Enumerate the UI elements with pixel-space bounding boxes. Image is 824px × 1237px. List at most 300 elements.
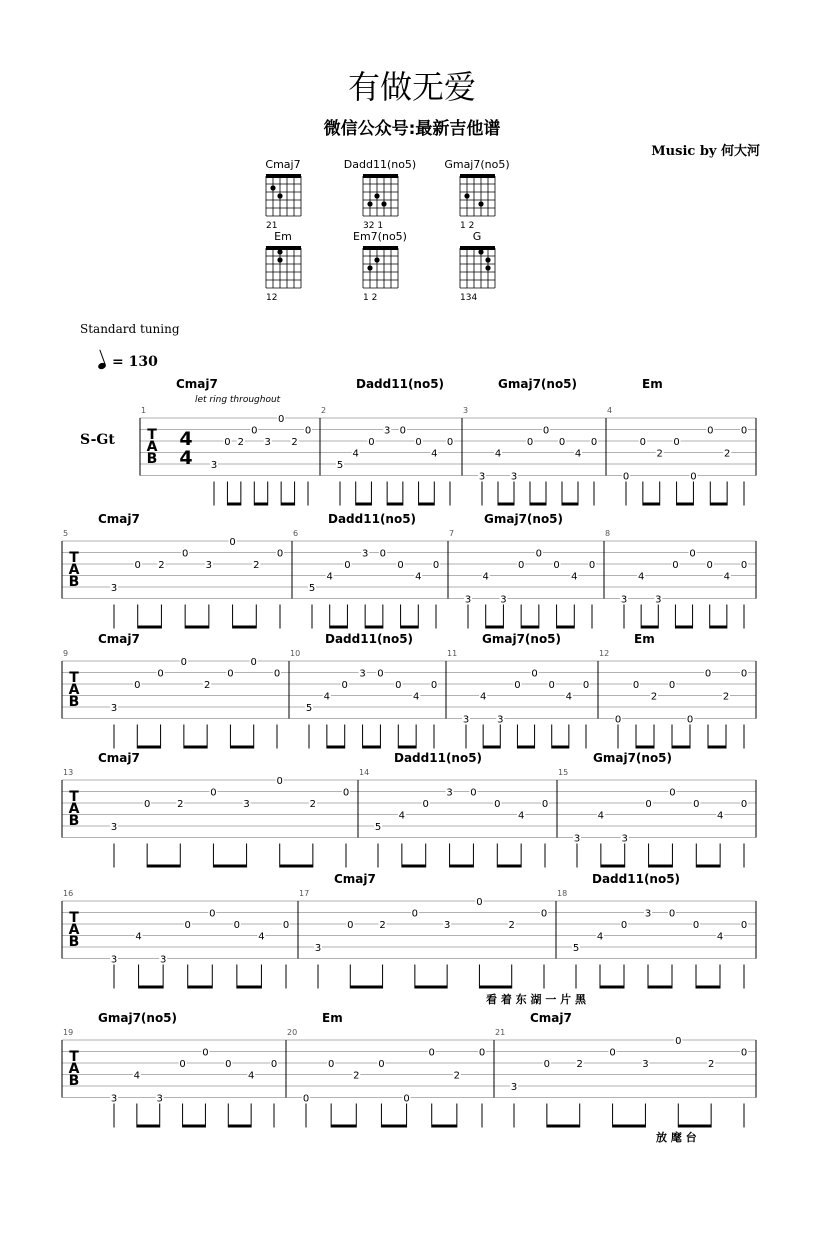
beam xyxy=(498,503,514,506)
fret-number: 0 xyxy=(180,657,188,668)
fret-number: 0 xyxy=(378,1059,385,1070)
beam xyxy=(350,986,382,989)
fret-number: 3 xyxy=(361,548,369,560)
fret-number: 0 xyxy=(668,908,676,920)
beam xyxy=(381,1125,406,1128)
chord-fingering: 1 2 xyxy=(460,221,475,231)
fret-number: 0 xyxy=(157,668,164,680)
chord-name: Gmaj7(no5) xyxy=(593,751,673,765)
tab-clef-letter: B xyxy=(68,1073,80,1089)
fret-number: 2 xyxy=(723,448,731,460)
fret-number: 3 xyxy=(478,471,486,483)
fret-number: 0 xyxy=(415,437,422,448)
fret-number: 0 xyxy=(224,437,231,448)
beam xyxy=(398,746,416,749)
fret-number: 2 xyxy=(203,680,211,691)
fret-number: 3 xyxy=(359,668,366,680)
fret-number: 3 xyxy=(620,594,628,606)
fret-number: 0 xyxy=(184,920,191,931)
fret-number: 5 xyxy=(374,822,382,833)
beam xyxy=(643,503,660,506)
fret-number: 0 xyxy=(707,425,714,437)
fret-number: 2 xyxy=(353,1070,360,1082)
tab-clef-letter: B xyxy=(68,694,80,710)
beam xyxy=(227,503,240,506)
measure-number: 21 xyxy=(495,1028,506,1037)
tab-clef-letter: T xyxy=(69,789,79,805)
fret-number: 3 xyxy=(110,822,118,833)
fret-number: 3 xyxy=(264,437,271,448)
tab-system xyxy=(62,632,756,749)
fret-number: 4 xyxy=(326,571,333,583)
fret-number: 0 xyxy=(553,560,560,571)
fret-number: 0 xyxy=(209,908,216,920)
fret-number: 3 xyxy=(446,787,453,799)
fret-number: 4 xyxy=(398,810,406,822)
fret-number: 4 xyxy=(517,810,525,822)
fret-number: 2 xyxy=(309,799,317,810)
fret-number: 0 xyxy=(181,548,189,560)
performance-instruction: let ring throughout xyxy=(195,395,281,405)
fret-number: 0 xyxy=(740,1047,748,1059)
fret-number: 0 xyxy=(706,560,713,571)
beam xyxy=(137,1125,160,1128)
fret-number: 0 xyxy=(517,560,525,571)
beam xyxy=(601,865,625,868)
chord-name: Dadd11(no5) xyxy=(325,632,414,646)
fret-number: 0 xyxy=(327,1059,335,1070)
beam xyxy=(281,503,294,506)
fret-number: 0 xyxy=(541,799,549,810)
beam xyxy=(147,865,180,868)
fret-number: 2 xyxy=(237,437,245,448)
beam xyxy=(562,503,578,506)
fret-number: 3 xyxy=(110,954,118,966)
fret-number: 0 xyxy=(403,1093,410,1105)
fret-number: 0 xyxy=(446,437,454,448)
tab-clef-letter: A xyxy=(68,562,80,578)
fret-number: 0 xyxy=(622,471,630,483)
fret-number: 0 xyxy=(341,680,348,691)
chord-name: Cmaj7 xyxy=(530,1011,572,1025)
chord-name: Em xyxy=(322,1011,343,1025)
measure-number: 6 xyxy=(293,529,299,538)
chord-fingering: 134 xyxy=(460,293,478,303)
fret-number: 0 xyxy=(543,1059,551,1070)
beam xyxy=(188,986,213,989)
time-signature-top: 4 xyxy=(179,428,193,450)
fret-number: 0 xyxy=(542,425,550,437)
fret-number: 0 xyxy=(476,897,483,908)
beam xyxy=(600,986,624,989)
fret-number: 0 xyxy=(673,437,680,448)
fret-number: 3 xyxy=(383,425,391,437)
fret-number: 0 xyxy=(233,920,241,931)
fret-number: 4 xyxy=(412,691,420,703)
fret-number: 0 xyxy=(273,668,281,680)
tab-clef-letter: A xyxy=(68,801,80,817)
tuning-label: Standard tuning xyxy=(80,322,180,336)
beam xyxy=(675,626,692,629)
fret-number: 0 xyxy=(740,799,748,810)
chord-diagram-name: Dadd11(no5) xyxy=(343,158,417,171)
fret-number: 4 xyxy=(716,810,724,822)
measure-number: 11 xyxy=(447,649,458,658)
chord-name: Gmaj7(no5) xyxy=(482,632,562,646)
fret-number: 0 xyxy=(588,560,596,571)
measure-number: 5 xyxy=(63,529,69,538)
fret-number: 0 xyxy=(590,437,598,448)
beam xyxy=(254,503,267,506)
fret-number: 3 xyxy=(510,471,518,483)
fret-number: 3 xyxy=(443,920,451,931)
measure-number: 9 xyxy=(63,649,69,658)
tab-clef-letter: B xyxy=(68,813,80,829)
measure-number: 15 xyxy=(558,768,569,777)
fret-number: 0 xyxy=(693,799,700,810)
fret-number: 0 xyxy=(535,548,543,560)
fret-number: 0 xyxy=(270,1059,278,1070)
fret-number: 3 xyxy=(510,1082,518,1093)
fret-number: 2 xyxy=(656,448,663,460)
fret-number: 0 xyxy=(645,799,652,810)
beam xyxy=(365,626,383,629)
tab-clef-letter: B xyxy=(146,451,158,467)
fret-number: 3 xyxy=(205,560,213,571)
fret-number: 2 xyxy=(291,437,298,448)
fret-number: 3 xyxy=(210,460,218,471)
beam xyxy=(696,865,720,868)
fret-number: 2 xyxy=(508,920,515,931)
beam xyxy=(137,746,160,749)
fret-number: 0 xyxy=(514,680,521,691)
measure-number: 4 xyxy=(607,406,613,415)
fret-number: 2 xyxy=(722,691,730,703)
beam xyxy=(557,626,575,629)
subtitle: 微信公众号:最新吉他谱 xyxy=(323,119,501,139)
chord-name: Dadd11(no5) xyxy=(356,377,445,391)
fret-number: 0 xyxy=(548,680,555,691)
beam xyxy=(402,865,426,868)
chord-diagram-name: G xyxy=(472,230,482,243)
fret-number: 0 xyxy=(225,1059,232,1070)
tab-clef-letter: T xyxy=(69,910,79,926)
fret-number: 0 xyxy=(432,560,440,571)
chord-name: Cmaj7 xyxy=(98,512,140,526)
beam xyxy=(228,1125,251,1128)
beam xyxy=(387,503,403,506)
fret-number: 0 xyxy=(344,560,351,571)
beam xyxy=(530,503,546,506)
fret-number: 0 xyxy=(399,425,407,437)
fret-number: 0 xyxy=(250,657,257,668)
fret-number: 4 xyxy=(258,931,265,943)
fret-number: 3 xyxy=(621,833,628,845)
beam xyxy=(183,1125,206,1128)
tab-clef-letter: T xyxy=(69,1049,79,1065)
beam xyxy=(547,1125,580,1128)
beam xyxy=(356,503,372,506)
beam xyxy=(363,746,381,749)
fret-number: 3 xyxy=(156,1093,163,1105)
beam xyxy=(517,746,534,749)
fret-number: 3 xyxy=(644,908,652,920)
fret-number: 0 xyxy=(277,414,285,425)
chord-name: Dadd11(no5) xyxy=(394,751,483,765)
fret-number: 4 xyxy=(135,931,142,943)
fret-number: 0 xyxy=(227,668,234,680)
tab-clef-letter: A xyxy=(68,1061,80,1077)
fret-number: 0 xyxy=(430,680,438,691)
fret-number: 3 xyxy=(655,594,662,606)
chord-name: Em xyxy=(634,632,655,646)
tab-clef-letter: T xyxy=(147,427,157,443)
fret-number: 0 xyxy=(302,1093,310,1105)
fret-number: 0 xyxy=(669,787,676,799)
beam xyxy=(613,1125,646,1128)
fret-number: 3 xyxy=(110,703,118,714)
beam xyxy=(432,1125,457,1128)
fret-number: 4 xyxy=(494,448,502,460)
fret-number: 4 xyxy=(415,571,422,583)
beam xyxy=(237,986,262,989)
chord-name: Gmaj7(no5) xyxy=(498,377,578,391)
tab-system xyxy=(140,377,756,506)
composer-credit: Music by 何大河 xyxy=(651,144,760,159)
chord-fingering: 32 1 xyxy=(363,221,384,231)
measure-number: 7 xyxy=(449,529,455,538)
measure-number: 2 xyxy=(321,406,327,415)
beam xyxy=(677,503,694,506)
chord-diagram-name: Em7(no5) xyxy=(353,230,407,243)
fret-number: 2 xyxy=(650,691,658,703)
fret-number: 0 xyxy=(526,437,534,448)
chord-name: Em xyxy=(642,377,663,391)
fret-number: 0 xyxy=(620,920,628,931)
beam xyxy=(521,626,539,629)
tab-system xyxy=(62,1011,756,1128)
fret-number: 0 xyxy=(134,560,141,571)
fret-number: 0 xyxy=(478,1047,486,1059)
chord-name: Cmaj7 xyxy=(98,632,140,646)
beam xyxy=(710,503,727,506)
measure-number: 14 xyxy=(359,768,370,777)
fret-number: 0 xyxy=(210,787,217,799)
tab-clef-letter: T xyxy=(69,670,79,686)
measure-number: 18 xyxy=(557,889,568,898)
beam xyxy=(185,626,209,629)
track-label: S-Gt xyxy=(80,432,115,448)
chord-diagram-name: Em xyxy=(274,230,292,243)
fret-number: 4 xyxy=(323,691,331,703)
fret-number: 0 xyxy=(377,668,384,680)
fret-number: 0 xyxy=(582,680,590,691)
fret-number: 0 xyxy=(276,548,284,560)
fret-number: 0 xyxy=(675,1036,682,1047)
tab-clef-letter: T xyxy=(69,550,79,566)
fret-number: 0 xyxy=(690,471,697,483)
fret-number: 0 xyxy=(304,425,312,437)
beam xyxy=(483,746,500,749)
fret-number: 0 xyxy=(540,908,548,920)
fret-number: 4 xyxy=(431,448,438,460)
fret-number: 4 xyxy=(574,448,582,460)
lyric-line: 放 麾 台 xyxy=(656,1131,697,1144)
chord-name: Cmaj7 xyxy=(334,872,376,886)
fret-number: 3 xyxy=(243,799,250,810)
fret-number: 0 xyxy=(672,560,679,571)
chord-name: Dadd11(no5) xyxy=(592,872,681,886)
fret-number: 4 xyxy=(133,1070,141,1082)
fret-number: 3 xyxy=(642,1059,649,1070)
fret-number: 4 xyxy=(597,810,605,822)
fret-number: 0 xyxy=(395,680,402,691)
time-signature-bottom: 4 xyxy=(179,447,193,469)
measure-number: 8 xyxy=(605,529,611,538)
fret-number: 0 xyxy=(704,668,712,680)
beam xyxy=(331,1125,356,1128)
measure-number: 19 xyxy=(63,1028,74,1037)
fret-number: 2 xyxy=(379,920,386,931)
beam xyxy=(280,865,313,868)
fret-number: 0 xyxy=(134,680,141,691)
beam xyxy=(213,865,246,868)
chord-diagram-name: Cmaj7 xyxy=(265,158,301,171)
chord-name: Gmaj7(no5) xyxy=(98,1011,178,1025)
fret-number: 4 xyxy=(716,931,724,943)
beam xyxy=(230,746,253,749)
fret-number: 2 xyxy=(177,799,184,810)
beam xyxy=(708,746,726,749)
measure-number: 20 xyxy=(287,1028,298,1037)
tab-system xyxy=(62,872,756,989)
chord-name: Dadd11(no5) xyxy=(328,512,417,526)
fret-number: 0 xyxy=(251,425,258,437)
beam xyxy=(552,746,569,749)
beam xyxy=(138,626,162,629)
fret-number: 0 xyxy=(609,1047,616,1059)
beam xyxy=(330,626,348,629)
beam xyxy=(233,626,257,629)
fret-number: 0 xyxy=(614,714,622,726)
fret-number: 0 xyxy=(740,668,748,680)
fret-number: 3 xyxy=(110,583,118,594)
tab-clef-letter: A xyxy=(68,922,80,938)
fret-number: 0 xyxy=(282,920,290,931)
beam xyxy=(327,746,345,749)
fret-number: 3 xyxy=(462,714,470,726)
fret-number: 0 xyxy=(740,560,748,571)
lyric-line: 看 着 东 湖 一 片 黑 xyxy=(486,993,586,1006)
fret-number: 0 xyxy=(740,920,748,931)
measure-number: 1 xyxy=(141,406,147,415)
fret-number: 3 xyxy=(573,833,581,845)
fret-number: 0 xyxy=(229,537,236,548)
fret-number: 0 xyxy=(668,680,676,691)
beam xyxy=(419,503,435,506)
fret-number: 3 xyxy=(464,594,472,606)
chord-fingering: 1 2 xyxy=(363,293,378,303)
measure-number: 10 xyxy=(290,649,301,658)
tab-clef-letter: B xyxy=(68,934,80,950)
fret-number: 5 xyxy=(308,583,316,594)
beam xyxy=(450,865,474,868)
fret-number: 2 xyxy=(453,1070,461,1082)
chord-fingering: 12 xyxy=(266,293,278,303)
fret-number: 3 xyxy=(110,1093,118,1105)
fret-number: 5 xyxy=(336,460,344,471)
beam xyxy=(636,746,654,749)
tab-clef-letter: B xyxy=(68,574,80,590)
beam xyxy=(672,746,690,749)
fret-number: 0 xyxy=(202,1047,209,1059)
fret-number: 0 xyxy=(692,920,700,931)
fret-number: 3 xyxy=(314,943,322,954)
fret-number: 0 xyxy=(342,787,350,799)
beam xyxy=(139,986,164,989)
fret-number: 0 xyxy=(686,714,694,726)
chord-name: Cmaj7 xyxy=(176,377,218,391)
beam xyxy=(497,865,521,868)
fret-number: 2 xyxy=(576,1059,583,1070)
fret-number: 0 xyxy=(422,799,429,810)
chord-fingering: 21 xyxy=(266,221,278,231)
beam xyxy=(479,986,511,989)
measure-number: 13 xyxy=(63,768,74,777)
tab-clef-letter: A xyxy=(68,682,80,698)
fret-number: 0 xyxy=(179,1059,186,1070)
beam xyxy=(696,986,720,989)
fret-number: 0 xyxy=(276,776,283,787)
fret-number: 0 xyxy=(143,799,151,810)
fret-number: 0 xyxy=(368,437,375,448)
fret-number: 4 xyxy=(571,571,578,583)
fret-number: 5 xyxy=(572,943,580,954)
fret-number: 4 xyxy=(482,571,489,583)
fret-number: 3 xyxy=(500,594,507,606)
fret-number: 4 xyxy=(723,571,731,583)
fret-number: 3 xyxy=(497,714,504,726)
fret-number: 2 xyxy=(158,560,165,571)
fret-number: 4 xyxy=(596,931,604,943)
fret-number: 4 xyxy=(565,691,573,703)
measure-number: 17 xyxy=(299,889,310,898)
beam xyxy=(184,746,207,749)
beam xyxy=(678,1125,711,1128)
chord-name: Cmaj7 xyxy=(98,751,140,765)
fret-number: 0 xyxy=(470,787,477,799)
tab-system xyxy=(62,512,756,629)
fret-number: 4 xyxy=(247,1070,255,1082)
song-title: 有做无爱 xyxy=(347,68,476,106)
measure-number: 12 xyxy=(599,649,610,658)
tab-system xyxy=(62,751,756,868)
measure-number: 16 xyxy=(63,889,74,898)
chord-diagram-name: Gmaj7(no5) xyxy=(444,158,510,171)
fret-number: 0 xyxy=(632,680,640,691)
fret-number: 0 xyxy=(428,1047,435,1059)
fret-number: 4 xyxy=(479,691,487,703)
fret-number: 4 xyxy=(352,448,359,460)
fret-number: 2 xyxy=(253,560,260,571)
fret-number: 5 xyxy=(305,703,313,714)
beam xyxy=(486,626,504,629)
fret-number: 0 xyxy=(379,548,387,560)
fret-number: 0 xyxy=(494,799,501,810)
fret-number: 0 xyxy=(740,425,748,437)
beam xyxy=(710,626,727,629)
tempo-value: = 130 xyxy=(112,354,158,370)
